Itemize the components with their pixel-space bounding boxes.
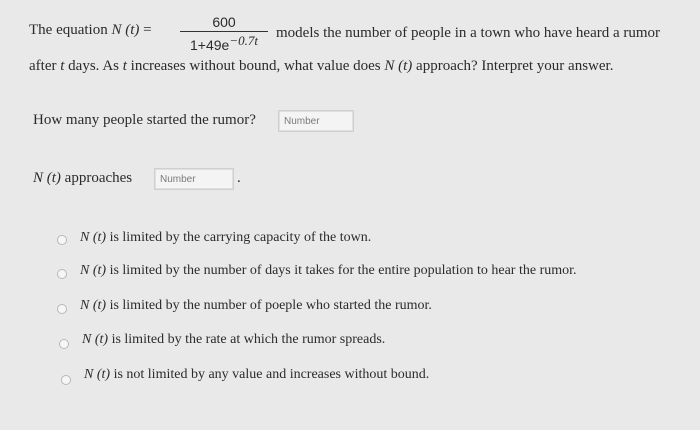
denominator-base: 1+49e — [190, 37, 230, 53]
started-number-input[interactable] — [278, 110, 354, 132]
fraction-denominator — [178, 33, 270, 53]
option-1-radio[interactable] — [57, 235, 67, 245]
line2-end: approach? Interpret your answer. — [416, 58, 614, 74]
option-4-function: N (t) — [82, 332, 109, 347]
started-label: How many people started the rumor? — [33, 112, 256, 128]
option-5-function: N (t) — [84, 367, 111, 382]
approaches-number-input[interactable] — [154, 168, 234, 190]
option-2[interactable] — [80, 263, 577, 279]
question-line1-start — [29, 22, 152, 39]
approaches-label: approaches — [64, 170, 133, 186]
option-5-text: is not limited by any value and increases without bound. — [113, 367, 430, 382]
question-equals: = — [143, 22, 152, 38]
question-function: N (t) — [111, 22, 140, 38]
fraction-numerator: 600 — [212, 14, 236, 30]
question-middle: models the number of people in a town who have heard a rumor — [276, 25, 661, 41]
option-4-radio[interactable] — [59, 339, 69, 349]
option-1[interactable] — [80, 230, 371, 246]
fraction — [178, 14, 270, 53]
option-5-radio[interactable] — [61, 375, 71, 385]
denominator-exponent: −0.7t — [229, 33, 258, 48]
option-5[interactable] — [84, 367, 429, 383]
approaches-period: . — [237, 170, 241, 186]
line2-rest: increases without bound, what value does — [130, 58, 381, 74]
option-3-text: is limited by the number of poeple who started the rumor. — [109, 298, 432, 313]
option-2-text: is limited by the number of days it takes for the entire population to hear the rumor. — [109, 263, 577, 278]
line2-start: after — [29, 58, 57, 74]
option-4[interactable] — [82, 332, 385, 348]
option-3[interactable] — [80, 298, 432, 314]
option-4-text: is limited by the rate at which the rumor spreads. — [111, 332, 386, 347]
option-2-radio[interactable] — [57, 269, 67, 279]
option-1-function: N (t) — [80, 230, 107, 245]
line2-var2: t — [122, 58, 127, 74]
option-1-text: is limited by the carrying capacity of the town. — [109, 230, 372, 245]
option-3-radio[interactable] — [57, 304, 67, 314]
line2-function: N (t) — [384, 58, 413, 74]
option-3-function: N (t) — [80, 298, 107, 313]
approaches-row — [33, 170, 132, 187]
approaches-function: N (t) — [33, 170, 61, 186]
line2-mid: days. As — [68, 58, 119, 74]
line2-var: t — [60, 58, 65, 74]
question-prefix: The equation — [29, 22, 108, 38]
option-2-function: N (t) — [80, 263, 107, 278]
fraction-bar — [180, 31, 268, 32]
question-line2 — [29, 58, 613, 75]
